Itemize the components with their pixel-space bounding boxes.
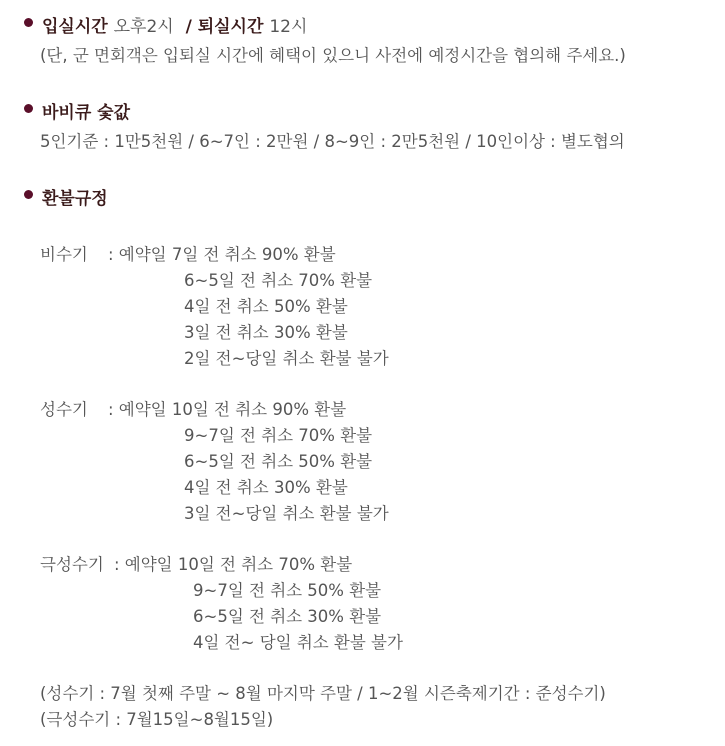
checkin-label: 입실시간 — [42, 17, 108, 37]
season-note: (성수기 : 7월 첫째 주말 ~ 8월 마지막 주말 / 1~2월 시즌축제기간 : 준성수기) — [40, 684, 606, 703]
checkin-separator: / — [185, 17, 192, 37]
super-peak-season-line: : 예약일 10일 전 취소 70% 환불 — [114, 555, 353, 574]
super-peak-season-line: 4일 전~ 당일 취소 환불 불가 — [193, 633, 403, 652]
off-season-line: : 예약일 7일 전 취소 90% 환불 — [108, 245, 336, 264]
peak-season-line: 4일 전 취소 30% 환불 — [184, 478, 348, 497]
peak-season-line: : 예약일 10일 전 취소 90% 환불 — [108, 400, 347, 419]
checkin-heading — [42, 12, 307, 37]
checkin-value: 오후2시 — [113, 17, 174, 37]
peak-season-label: 성수기 — [40, 400, 88, 419]
super-peak-season-line: 9~7일 전 취소 50% 환불 — [193, 581, 382, 600]
bullet-icon — [24, 104, 33, 113]
off-season-line: 4일 전 취소 50% 환불 — [184, 297, 348, 316]
bullet-icon — [24, 190, 33, 199]
bbq-prices: 5인기준 : 1만5천원 / 6~7인 : 2만원 / 8~9인 : 2만5천원 / 10인이상 : 별도협의 — [40, 132, 625, 151]
off-season-line: 3일 전 취소 30% 환불 — [184, 323, 348, 342]
bbq-heading: 바비큐 숯값 — [42, 103, 131, 123]
off-season-label: 비수기 — [40, 245, 88, 264]
peak-season-line: 9~7일 전 취소 70% 환불 — [184, 426, 373, 445]
super-peak-season-line: 6~5일 전 취소 30% 환불 — [193, 607, 382, 626]
checkin-note: (단, 군 면회객은 입퇴실 시간에 혜택이 있으니 사전에 예정시간을 협의해 주세요.) — [40, 46, 626, 65]
refund-heading: 환불규정 — [42, 189, 108, 209]
checkout-label: 퇴실시간 — [197, 17, 264, 37]
season-note: (극성수기 : 7월15일~8월15일) — [40, 710, 274, 729]
super-peak-season-label: 극성수기 — [40, 555, 104, 574]
peak-season-line: 3일 전~당일 취소 환불 불가 — [184, 504, 389, 523]
checkout-value: 12시 — [269, 17, 308, 37]
bullet-icon — [24, 18, 33, 27]
off-season-line: 2일 전~당일 취소 환불 불가 — [184, 349, 389, 368]
off-season-line: 6~5일 전 취소 70% 환불 — [184, 271, 373, 290]
peak-season-line: 6~5일 전 취소 50% 환불 — [184, 452, 373, 471]
